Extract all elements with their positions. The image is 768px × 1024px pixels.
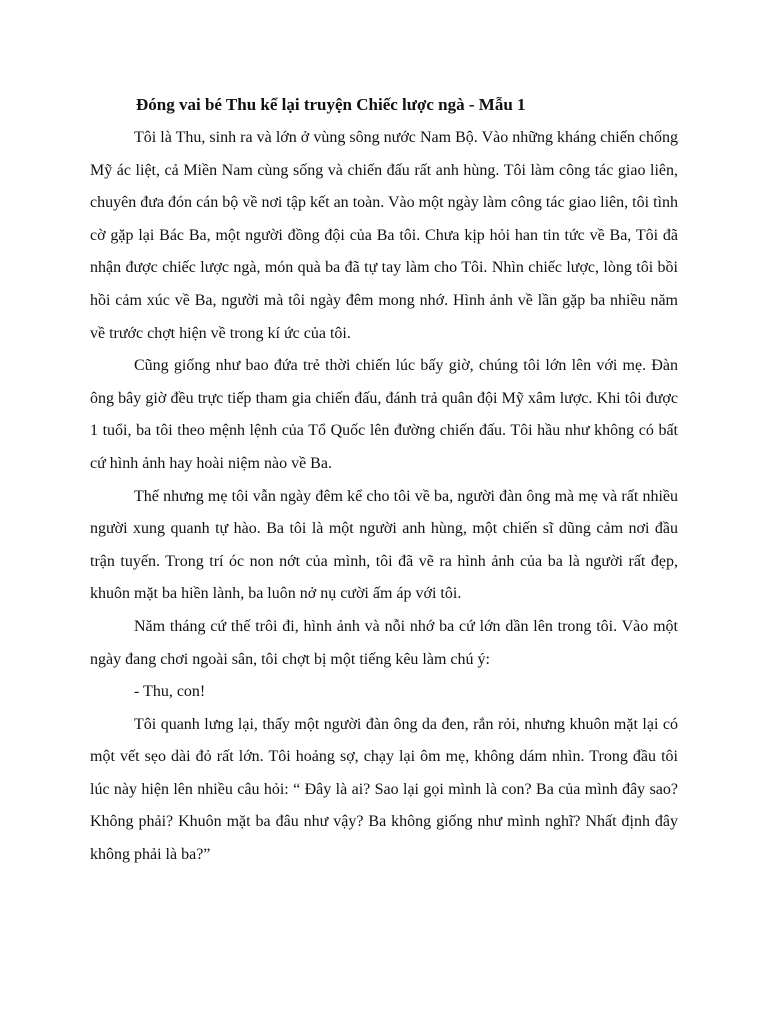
paragraph-4: Năm tháng cứ thế trôi đi, hình ảnh và nỗi nhớ ba cứ lớn dần lên trong tôi. Vào một ngày đang chơi ngoài sân, tôi chợt bị một tiếng kêu làm chú ý: [90,617,678,668]
document-title: Đóng vai bé Thu kể lại truyện Chiếc lược ngà - Mẫu 1 [136,95,526,114]
paragraph-1: Tôi là Thu, sinh ra và lớn ở vùng sông nước Nam Bộ. Vào những kháng chiến chống Mỹ ác liệt, cả Miền Nam cùng sống và chiến đấu rất anh hùng. Tôi làm công tác giao liên, chuyên đưa đón cán bộ về nơi tập kết an toàn. Vào một ngày làm công tác giao liên, tôi tình cờ gặp lại Bác Ba, một người đồng đội của Ba tôi. Chưa kịp hỏi han tin tức về Ba, Tôi đã nhận được chiếc lược ngà, món quà ba đã tự tay làm cho Tôi. Nhìn chiếc lược, lòng tôi bồi hồi cảm xúc về Ba, người mà tôi ngày đêm mong nhớ. Hình ảnh về lần gặp ba nhiều năm về trước chợt hiện về trong kí ức của tôi. [90,129,678,342]
paragraph-5: Tôi quanh lưng lại, thấy một người đàn ông da đen, rắn rỏi, nhưng khuôn mặt lại có một vết sẹo dài đỏ rất lớn. Tôi hoảng sợ, chạy lại ôm mẹ, không dám nhìn. Trong đầu tôi lúc này hiện lên nhiều câu hỏi: “ Đây là ai? Sao lại gọi mình là con? Ba của mình đây sao? Không phải? Khuôn mặt ba đâu như vậy? Ba không giống như mình nghĩ? Nhất định đây không phải là ba?” [90,715,678,864]
document-page [90,88,678,872]
dialogue-line: - Thu, con! [134,683,206,701]
paragraph-3: Thế nhưng mẹ tôi vẫn ngày đêm kể cho tôi về ba, người đàn ông mà mẹ và rất nhiều người xung quanh tự hào. Ba tôi là một người anh hùng, một chiến sĩ dũng cảm nơi đầu trận tuyến. Trong trí óc non nớt của mình, tôi đã vẽ ra hình ảnh của ba là người rất đẹp, khuôn mặt ba hiền lành, ba luôn nở nụ cười ấm áp với tôi. [90,487,678,603]
paragraph-2: Cũng giống như bao đứa trẻ thời chiến lúc bấy giờ, chúng tôi lớn lên với mẹ. Đàn ông bây giờ đều trực tiếp tham gia chiến đấu, đánh trả quân đội Mỹ xâm lược. Khi tôi được 1 tuổi, ba tôi theo mệnh lệnh của Tổ Quốc lên đường chiến đấu. Tôi hầu như không có bất cứ hình ảnh hay hoài niệm nào về Ba. [90,357,678,472]
